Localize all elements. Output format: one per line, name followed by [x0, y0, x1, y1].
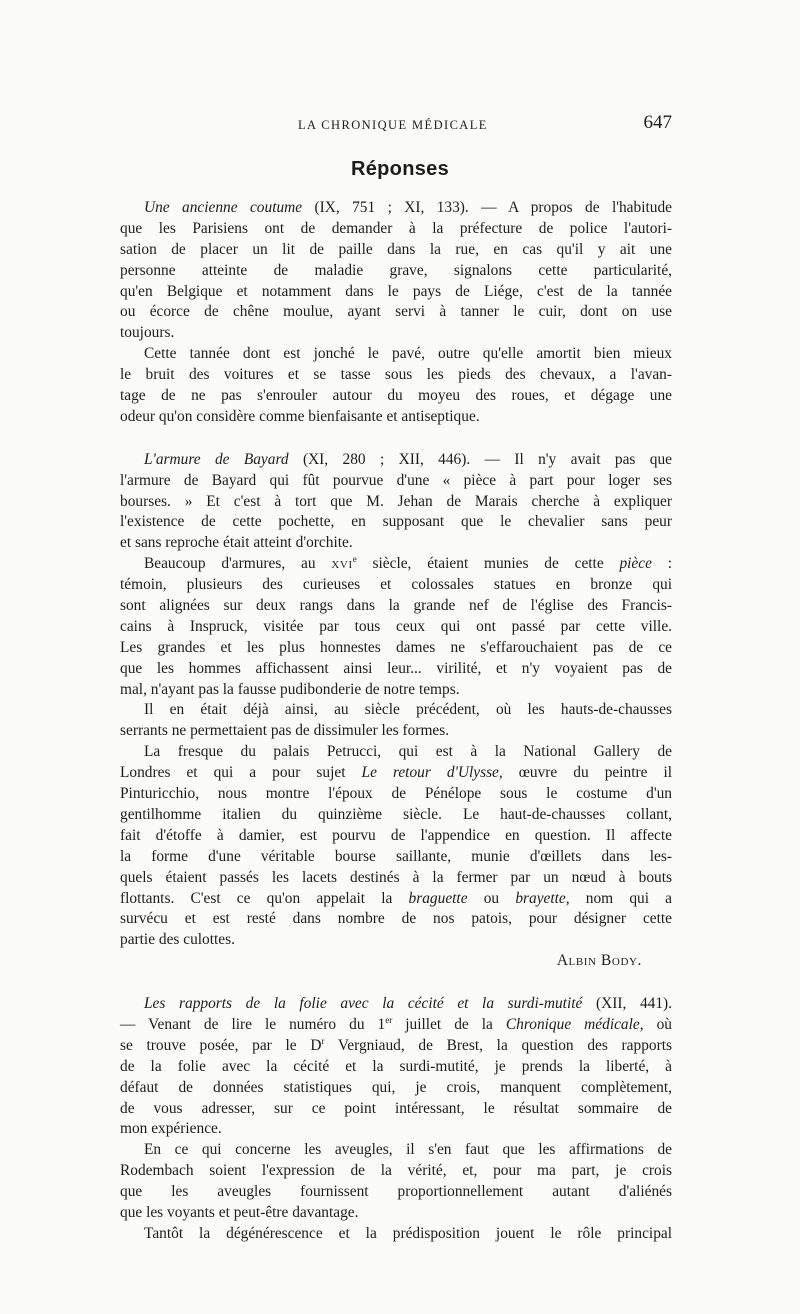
text-line: mon expérience.	[120, 1120, 222, 1138]
text-line: sation de placer un lit de paille dans la rue, en cas qu'il y ait une	[120, 240, 672, 258]
text-line: Rodembach soient l'expression de la vérité, et, pour ma part, je crois	[120, 1162, 672, 1180]
text-line: Tantôt la dégénérescence et la prédisposition jouent le rôle principal	[144, 1224, 672, 1242]
text-line: quels étaient passés les lacets destinés à la fermer par un nœud à bouts	[120, 868, 672, 886]
text-line: Londres et qui a pour sujet Le retour d'Ulysse, œuvre du peintre il	[120, 764, 673, 782]
text-line: serrants ne permettaient pas de dissimuler les formes.	[120, 722, 450, 740]
text-line: toujours.	[120, 324, 175, 342]
article-ancienne-coutume	[120, 198, 672, 428]
text-line: ou écorce de chêne moulue, ayant servi à tanner le cuir, dont on use	[120, 303, 672, 321]
text-line: L'armure de Bayard (XI, 280 ; XII, 446). — Il n'y avait pas que	[144, 450, 672, 468]
text-line: cains à Inspruck, visitée par tous ceux qui ont passé par cette ville.	[120, 617, 672, 635]
text-line: le bruit des voitures et se tasse sous les pieds des chevaux, a l'avan-	[120, 366, 672, 384]
text-line: La fresque du palais Petrucci, qui est à la National Gallery de	[144, 743, 672, 761]
text-line: survécu et est resté dans nombre de nos patois, pour désigner cette	[120, 910, 672, 928]
text-line: Une ancienne coutume (IX, 751 ; XI, 133). — A propos de l'habitude	[144, 199, 672, 216]
text-line: partie des culottes.	[120, 931, 235, 949]
text-line: et sans reproche était atteint d'orchite.	[120, 534, 353, 552]
text-line: de vous adresser, sur ce point intéressant, le résultat sommaire de	[120, 1099, 672, 1117]
text-line: fait d'étoffe à damier, est pourvu de l'appendice en question. Il affecte	[120, 826, 672, 844]
page-header	[120, 112, 672, 136]
text-line: personne atteinte de maladie grave, signalons cette particularité,	[120, 261, 672, 279]
text-line: tage de ne pas s'enrouler autour du moyeu des roues, et dégage une	[120, 387, 672, 405]
running-title: LA CHRONIQUE MÉDICALE	[298, 118, 488, 132]
text-line: l'armure de Bayard qui fût pourvue d'une « pièce à part pour loger ses	[120, 471, 672, 489]
text-line: l'existence de cette pochette, en supposant que le chevalier sans peur	[120, 513, 672, 531]
text-line: défaut de données statistiques qui, je crois, manquent complètement,	[120, 1078, 672, 1096]
text-line: que les Parisiens ont de demander à la préfecture de police l'autori-	[120, 219, 672, 237]
text-line: qu'en Belgique et notamment dans le pays de Liége, c'est de la tannée	[120, 282, 672, 300]
text-line: de la folie avec la cécité et la surdi-mutité, je prends la liberté, à	[120, 1057, 672, 1075]
text-line: que les hommes affichassent ainsi leur... virilité, et n'y voyaient pas de	[120, 659, 672, 677]
text-line: flottants. C'est ce qu'on appelait la braguette ou brayette, nom qui a	[120, 889, 672, 907]
article-title: Les rapports de la folie avec la cécité et la surdi-mutité	[144, 995, 583, 1013]
text-line: Pinturicchio, nous montre l'époux de Pénélope sous le costume d'un	[120, 785, 672, 803]
text-line: la forme d'une véritable bourse saillante, munie d'œillets dans les-	[120, 847, 672, 865]
text-line: Cette tannée dont est jonché le pavé, outre qu'elle amortit bien mieux	[144, 345, 672, 363]
article-folie-cecite	[120, 994, 672, 1245]
article-separator	[120, 972, 672, 994]
text-line: bourses. » Et c'est à tort que M. Jehan de Marais cherche à expliquer	[120, 492, 672, 510]
text-line: — Venant de lire le numéro du 1er juillet de la Chronique médicale, où	[120, 1014, 672, 1033]
text-line: témoin, plusieurs des curieuses et colossales statues en bronze qui	[120, 576, 672, 594]
text-line: Les rapports de la folie avec la cécité et la surdi-mutité (XII, 441).	[144, 995, 672, 1013]
article-title: Une ancienne coutume	[144, 199, 303, 216]
article-separator	[120, 428, 672, 450]
text-line: En ce qui concerne les aveugles, il s'en faut que les affirmations de	[144, 1141, 672, 1159]
text-line: odeur qu'on considère comme bienfaisante et antiseptique.	[120, 407, 480, 425]
text-line: gentilhomme italien du quinzième siècle. Le haut-de-chausses collant,	[120, 805, 672, 823]
text-line: Les grandes et les plus honnestes dames ne s'effarouchaient pas de ce	[120, 638, 672, 656]
text-line: Beaucoup d'armures, au xvi$^e$ siècle, étaient munies de cette pièce :	[144, 554, 672, 573]
article-armure-bayard	[120, 450, 672, 972]
article-title: L'armure de Bayard	[144, 450, 289, 468]
text-line: sont alignées sur deux rangs dans la grande nef de l'église des Francis-	[120, 597, 672, 615]
text-line: mal, n'ayant pas la fausse pudibonderie de notre temps.	[120, 680, 460, 698]
author-signature: Albin Body.	[556, 952, 642, 970]
text-line: que les aveugles fournissent proportionnellement autant d'aliénés	[120, 1183, 672, 1201]
page-body	[120, 198, 672, 1245]
page-number: 647	[643, 112, 672, 133]
text-line: que les voyants et peut-être davantage.	[120, 1203, 359, 1221]
text-line: Il en était déjà ainsi, au siècle précédent, où les hauts-de-chausses	[144, 701, 672, 719]
section-title: Réponses	[351, 158, 449, 180]
text-line: se trouve posée, par le $D^r$ Vergniaud, de Brest, la question des rapports	[120, 1035, 672, 1054]
